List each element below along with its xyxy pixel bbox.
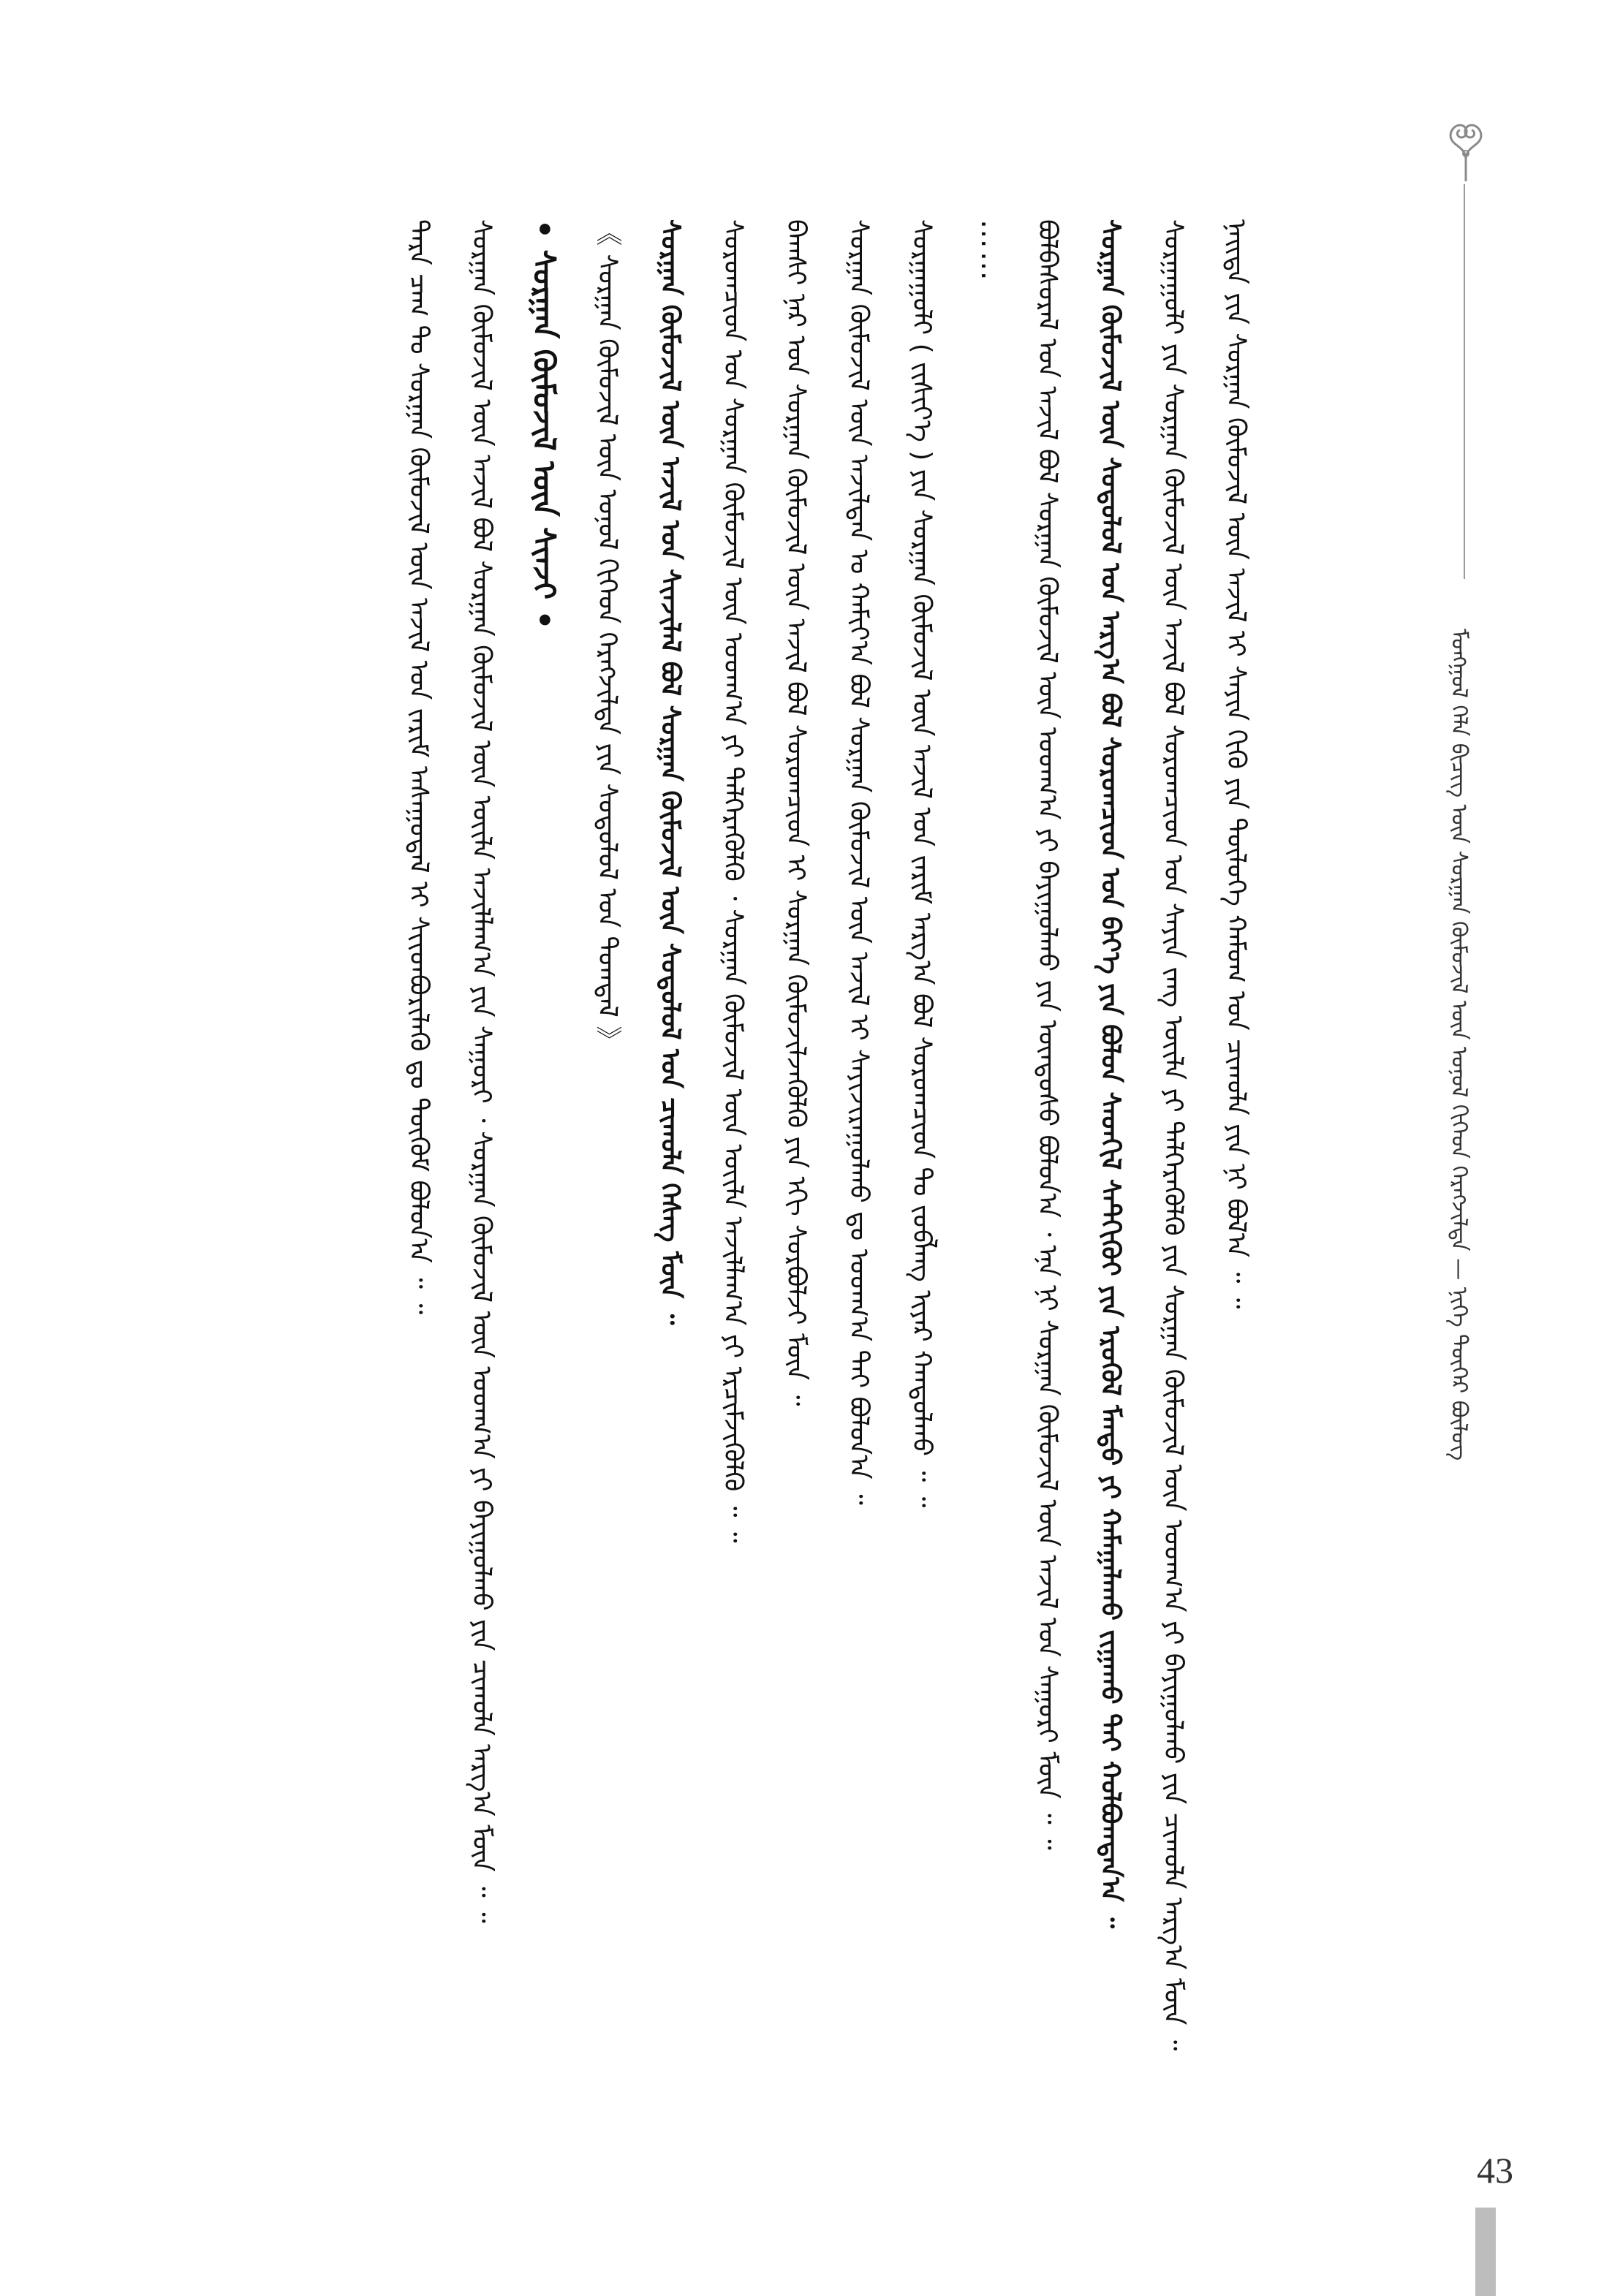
text-line: ᠪᠠᠭᠰᠢ ᠨᠠᠷ ᠤᠨ ᠰᠤᠷᠭᠠᠨ ᠬᠦᠮᠦᠵᠢᠯ ᠦᠨ ᠠᠵᠢᠯ ᠪᠣᠯ ᠰᠤᠷᠤᠭᠴᠢᠳ ᠢ ᠰᠤᠷᠭᠠᠨ ᠬᠦᠮᠦᠵᠢᠯᠵᠡᠭᠦᠯᠬᠦ ᠶᠢᠨ ᠡᠬᠢ ᠰᠤᠷᠪᠤᠯᠵᠢ ᠮᠥᠨ ᠃ xyxy=(781,219,811,1406)
text-line: ᠰᠤᠷᠤᠭᠴᠢᠳ ᠤᠨ ᠰᠤᠷᠭᠠᠨ ᠬᠦᠮᠦᠵᠢᠯ ᠦᠨ ᠤᠳᠬ᠎ᠠ ᠶᠢ ᠲᠡᠯᠭᠡᠷᠡᠭᠦᠯᠬᠦ ᠂ ᠰᠤᠷᠭᠠᠨ ᠬᠦᠮᠦᠵᠢᠯ ᠦᠨ ᠦᠢᠯᠡ ᠠᠵᠢᠯᠯᠠᠭ᠎ᠠ ᠶᠢ ᠡᠷᠴᠢᠮᠵᠢᠭᠦᠯᠬᠦ ᠃ ᠃ xyxy=(718,219,748,1543)
section-heading: • ᠰᠤᠷᠭᠠᠨ ᠬᠦᠮᠦᠵᠢᠯ ᠦᠨ ᠰᠢᠨᠵᠢ • xyxy=(526,219,562,630)
page-edge-bar xyxy=(1475,2208,1496,2296)
bold-text-line: ᠰᠤᠷᠭᠠᠨ ᠬᠦᠮᠦᠵᠢᠯ ᠦᠨ ᠠᠵᠢᠯ ᠤᠨ ᠰᠢᠨᠵᠢᠯᠡᠯ ᠪᠣᠯ ᠰᠤᠷᠭᠠᠨ ᠬᠦᠮᠦᠵᠢᠯ ᠦᠨ ᠰᠤᠳᠤᠯᠤᠯ ᠤᠨ ᠴᠢᠬᠤᠯᠠ ᠬᠡᠰᠡᠭ ᠮᠥᠨ ᠃ xyxy=(655,219,685,1325)
running-title: ᠮᠣᠩᠭᠣᠯ ᠬᠡᠯᠡ ᠪᠢᠴᠢᠭ᠌ ᠦᠨ ᠰᠤᠷᠭᠠᠨ ᠬᠦᠮᠦᠵᠢᠯ ᠦᠨ ᠤᠨᠤᠯ ᠬᠢᠬᠡᠳ ᠬᠡᠷᠡᠭᠵᠢᠯᠲᠡ — ᠨᠢᠭᠡ ᠳᠦᠭᠡᠷ ᠪᠦᠯᠦᠭ xyxy=(1446,629,1472,1461)
page-number: 43 xyxy=(1477,2150,1513,2191)
header-rule xyxy=(1464,184,1465,579)
text-line: ᠰᠤᠷᠭᠠᠭᠤᠯᠢ ᠶᠢᠨ ᠰᠤᠷᠭᠠᠨ ᠬᠦᠮᠦᠵᠢᠯ ᠦᠨ ᠠᠵᠢᠯ ᠪᠣᠯ ᠰᠤᠷᠤᠭᠴᠢᠳ ᠤᠨ ᠰᠠᠶᠢᠨ ᠵᠠᠩ ᠦᠢᠯᠡ ᠶᠢ ᠲᠡᠯᠭᠡᠷᠡᠭᠦᠯᠬᠦ ᠶᠢᠨ ᠰᠤᠷᠭᠠᠨ ᠬᠦᠮᠦᠵᠢᠯ ᠦᠨ ᠤᠳᠬ᠎ᠠ ᠶᠢ ᠪᠠᠶᠢᠭᠤᠯᠬᠤ ᠶᠢᠨ ᠴᠢᠬᠤᠯᠠ ᠠᠷᠭ᠎ᠠ ᠮᠥᠨ ᠃ xyxy=(1158,219,1188,2051)
text-line: ᠰᠤᠷᠭᠠᠨ ᠬᠦᠮᠦᠵᠢᠯ ᠦᠨ ᠠᠵᠢᠯᠳᠠᠨ ᠤ ᠬᠠᠮᠢᠶ᠎ᠠ ᠪᠣᠯ ᠰᠤᠷᠭᠠᠨ ᠬᠦᠮᠦᠵᠢᠯ ᠦᠨ ᠠᠵᠢᠯ ᠢ ᠰᠠᠶᠢᠵᠢᠷᠠᠭᠤᠯᠬᠤ ᠳᠤ ᠤᠳᠬ᠎ᠠ ᠲᠡᠢ ᠪᠣᠯᠤᠨ᠎ᠠ ᠃ xyxy=(844,219,874,1505)
citation-line: 《 ᠰᠤᠷᠭᠠᠨ ᠬᠦᠮᠦᠵᠢᠯ ᠦᠨ ᠤᠨᠤᠯ ᠬᠢᠬᠡᠳ ᠬᠡᠷᠡᠭᠵᠢᠯᠲᠡ ᠶᠢᠨ ᠰᠤᠳᠤᠯᠤᠯ ᠤᠨ ᠲᠣᠭᠲᠠᠯ 》 xyxy=(592,219,622,1053)
text-line: ᠲᠡᠷᠡ ᠴᠠᠭ ᠲᠤ ᠰᠤᠷᠭᠠᠨ ᠬᠦᠮᠦᠵᠢᠯ ᠦᠨ ᠠᠵᠢᠯ ᠤᠨ ᠵᠠᠷᠢᠮ ᠠᠰᠠᠭᠤᠳᠠᠯ ᠢ ᠰᠢᠢᠳᠪᠦᠷᠢᠯᠡᠬᠦ ᠳᠤ ᠳᠥᠬᠦᠮ ᠪᠣᠯᠤᠨ᠎ᠠ ᠃ ᠃ xyxy=(404,219,434,1315)
text-line: ᠰᠤᠷᠭᠠᠨ ᠬᠦᠮᠦᠵᠢᠯ ᠦᠨ ᠠᠵᠢᠯ ᠪᠣᠯ ᠰᠤᠷᠭᠠᠨ ᠬᠦᠮᠦᠵᠢᠯ ᠦᠨ ᠦᠢᠯᠡ ᠠᠵᠢᠯᠯᠠᠭ᠎ᠠ ᠶᠢᠨ ᠰᠠᠭᠤᠷᠢ ᠂ ᠰᠤᠷᠭᠠᠨ ᠬᠦᠮᠦᠵᠢᠯ ᠦᠨ ᠤᠳᠬ᠎ᠠ ᠶᠢ ᠪᠠᠶᠢᠭᠤᠯᠬᠤ ᠶᠢᠨ ᠴᠢᠬᠤᠯᠠ ᠠᠷᠭ᠎ᠠ ᠮᠥᠨ ᠃ ᠃ xyxy=(466,219,496,1923)
text-line: ᠰᠤᠷᠭᠠᠭᠤᠯᠢ ( ᠵᠢᠱᠢᠶ᠎ᠡ ) ᠶᠢᠨ ᠰᠤᠷᠭᠠᠨ ᠬᠦᠮᠦᠵᠢᠯ ᠦᠨ ᠠᠵᠢᠯ ᠤᠨ ᠵᠠᠷᠢᠮ ᠠᠷᠭ᠎ᠠ ᠪᠣᠯ ᠰᠤᠷᠤᠭᠴᠢᠳ ᠲᠤ ᠵᠣᠪᠯᠠᠩ ᠢᠶᠠᠷ ᠬᠠᠨᠳᠤᠯᠬᠤ ᠃ ᠃ xyxy=(907,219,937,1508)
bold-text-line: ᠰᠤᠷᠭᠠᠨ ᠬᠦᠮᠦᠵᠢᠯ ᠦᠨ ᠰᠤᠳᠤᠯᠤᠯ ᠤᠨ ᠠᠷᠭ᠎ᠠ ᠪᠣᠯ ᠰᠤᠷᠤᠭᠴᠢᠳ ᠤᠨ ᠪᠡᠶ᠎ᠡ ᠶᠢᠨ ᠪᠣᠯᠤᠨ ᠰᠡᠳᠬᠢᠯ ᠰᠡᠲᠬᠢᠬᠦᠢ ᠶᠢᠨ ᠡᠷᠦᠭᠦᠯ ᠮᠡᠨᠳᠦ ᠶᠢ ᠬᠠᠮᠠᠭᠠᠯᠠᠬᠤ ᠵᠢᠭᠠᠬᠤ ᠲᠡᠢ ᠬᠣᠯᠪᠣᠭᠳᠠᠨ᠎ᠠ ᠃ xyxy=(1095,219,1125,1928)
text-line: ᠨᠡᠢᠲᠡ ᠶᠢᠨ ᠰᠤᠷᠭᠠᠨ ᠬᠦᠮᠦᠵᠢᠯ ᠦᠨ ᠠᠵᠢᠯ ᠢ ᠰᠠᠶᠢᠨ ᠬᠢᠬᠦ ᠶᠢᠨ ᠲᠥᠯᠥᠭᠡ ᠬᠠᠮᠤᠭ ᠤᠨ ᠴᠢᠬᠤᠯᠠ ᠶᠢᠨ ᠨᠢ ᠪᠣᠯ᠎ᠠ ᠃ ᠃ xyxy=(1221,219,1251,1309)
running-header xyxy=(1437,117,1495,1579)
ellipsis: ⋯⋯ xyxy=(967,219,1001,284)
body-text xyxy=(175,219,1257,2091)
scroll-ornament-icon xyxy=(1437,117,1495,183)
text-line: ᠪᠣᠯᠪᠠᠰᠤᠷᠠᠯ ᠤᠨ ᠠᠵᠢᠯ ᠪᠣᠯ ᠰᠤᠷᠭᠠᠨ ᠬᠦᠮᠦᠵᠢᠯ ᠦᠨ ᠤᠳᠬ᠎ᠠ ᠶᠢ ᠪᠠᠶᠢᠭᠤᠯᠬᠤ ᠶᠢᠨ ᠦᠨᠳᠦᠰᠦ ᠪᠣᠯᠤᠨ᠎ᠠ ᠂ ᠡᠨᠡ ᠨᠢ ᠰᠤᠷᠭᠠᠨ ᠬᠦᠮᠦᠵᠢᠯ ᠦᠨ ᠠᠵᠢᠯ ᠤᠨ ᠰᠠᠭᠤᠷᠢ ᠮᠥᠨ ᠃ ᠃ xyxy=(1032,219,1062,1850)
